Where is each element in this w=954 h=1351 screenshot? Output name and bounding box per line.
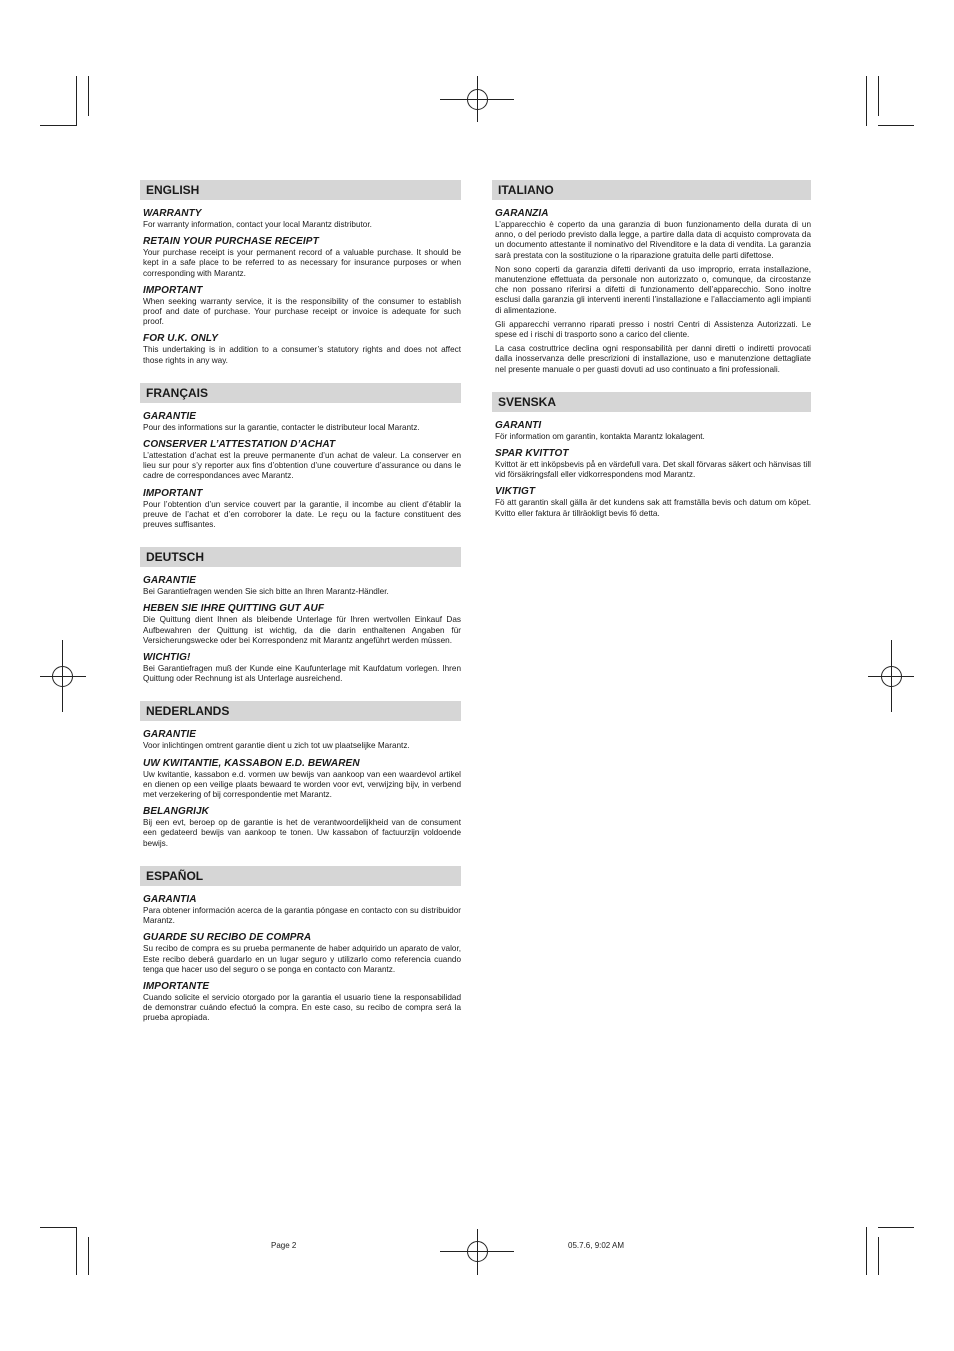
subsection-heading: GUARDE SU RECIBO DE COMPRA: [143, 932, 312, 944]
body-paragraph: La casa costruttrice declina ogni responsabilità per danni diretti o indiretti provocati dalla inosservanza delle prescrizioni di installazione, uso e manutenzione dettagliate nel presente manuale o per guasti dovuti ad uso continuato a fini professionali.: [495, 344, 811, 374]
subsection-heading: HEBEN SIE IHRE QUITTING GUT AUF: [143, 603, 325, 615]
right-column: [492, 180, 811, 536]
subsection-heading: IMPORTANTE: [143, 980, 210, 992]
subsection-heading: IMPORTANT: [143, 284, 203, 296]
section-title: SVENSKA: [492, 392, 811, 412]
subsection-heading: GARANTIE: [143, 410, 197, 422]
body-paragraph: L’apparecchio è coperto da una garanzia di buon funzionamento della durata di un anno, o del periodo previsto dalla legge, a partire dalla data di acquisto comprovata da un documento attestante il nominativo del Rivenditore e la data di vendita. La garanzia sarà prestata con la sostituzione o la riparazione gratuita delle parti difettose.: [495, 220, 811, 260]
section-svenska: [492, 392, 811, 519]
subsection-heading: IMPORTANT: [143, 487, 203, 499]
body-paragraph: Para obtener información acerca de la garantia póngase en contacto con su distribuidor Marantz.: [143, 905, 461, 926]
section-title: ITALIANO: [492, 180, 811, 200]
body-paragraph: Bij een evt, beroep op de garantie is het de verantwoordelijkheid van de consument een gedateerd bewijs van aankoop te tonen. Uw kassabon of factuurzijn voldoende bewijs.: [143, 818, 461, 848]
body-paragraph: When seeking warranty service, it is the responsibility of the consumer to establish proof and date of purchase. Your purchase receipt or invoice is adequate for such proof.: [143, 296, 461, 327]
subsection-heading: FOR U.K. ONLY: [143, 333, 219, 345]
body-paragraph: Voor inlichtingen omtrent garantie dient u zich tot uw plaatselijke Marantz.: [143, 741, 410, 751]
subsection-heading: SPAR KVITTOT: [495, 448, 569, 460]
body-paragraph: Die Quittung dient Ihnen als bleibende Unterlage für Ihren wertvollen Einkauf Das Aufbewahren der Quittung ist wichtig, da die darin enthaltenen Angaben für Versicherungswecke oder bei Korrespondenz mit Marantz angeführt werden müssen.: [143, 615, 461, 645]
subsection-heading: BELANGRIJK: [143, 806, 210, 818]
body-paragraph: Cuando solicite el servicio otorgado por la garantia el usuario tiene la responsabilidad de demonstrar cuándo efectuó la compra. En este caso, su recibo de compra será la prueba apropiada.: [143, 992, 461, 1023]
body-paragraph: För information om garantin, kontakta Marantz lokalagent.: [495, 431, 705, 441]
section-title: NEDERLANDS: [140, 701, 461, 721]
body-paragraph: Bei Garantiefragen wenden Sie sich bitte an Ihren Marantz-Händler.: [143, 587, 389, 597]
section-italiano: [492, 180, 811, 375]
body-paragraph: Uw kwitantie, kassabon e.d. vormen uw bewijs van aankoop van een waardevol artikel en dienen op een veilige plaats bewaard te worden voor evt, verwijzing bijv, in verbend met verzekering of bij correspondentie met Marantz.: [143, 769, 461, 800]
subsection-heading: GARANZIA: [495, 208, 549, 219]
subsection-heading: WICHTIG!: [143, 652, 191, 664]
body-paragraph: L’attestation d’achat est la preuve permanente d’un achat de valeur. La conserver en lieu sur pour s’y reporter aux fins d’obtention d’une couverture d’assurance ou dans le cadre de correspondances avec Marantz.: [143, 451, 461, 481]
section-english: [140, 180, 461, 366]
section-title: ESPAÑOL: [140, 866, 461, 886]
body-paragraph: Fö att garantin skall gälla är det kundens sak att framställa bevis och datum om köpet. Kvitto eller faktura är tillräokligt bevis fö detta.: [495, 498, 811, 518]
section-title: DEUTSCH: [140, 547, 461, 567]
section-deutsch: [140, 547, 461, 684]
subsection-heading: GARANTI: [495, 419, 542, 431]
section-espanol: [140, 866, 461, 1024]
section-title: ENGLISH: [140, 180, 461, 200]
body-paragraph: This undertaking is in addition to a consumer’s statutory rights and does not affect those rights in any way.: [143, 345, 461, 365]
left-column: [140, 180, 461, 1041]
section-nederlands: [140, 701, 461, 848]
body-paragraph: Non sono coperti da garanzia difetti derivanti da uso improprio, errata installazione, manutenzione effettuata da personale non autorizzato o, comunque, da circostanze che non possano riferirsi a difetti di funzionamento dell’apparecchio. Sono inoltre esclusi dalla garanzia gli interventi inerenti l’installazione e l’allacciamento agli impianti di alimentazione.: [495, 264, 811, 315]
subsection-heading: VIKTIGT: [495, 486, 536, 498]
section-francais: [140, 383, 461, 530]
section-title: FRANÇAIS: [140, 383, 461, 403]
body-paragraph: Bei Garantiefragen muß der Kunde eine Kaufunterlage mit Kaufdatum vorlegen. Ihren Quittung oder Rechnung ist als Unterlage ausreichend.: [143, 664, 461, 684]
subsection-heading: GARANTIE: [143, 575, 197, 587]
subsection-heading: UW KWITANTIE, KASSABON E.D. BEWAREN: [143, 757, 360, 769]
body-paragraph: For warranty information, contact your local Marantz distributor.: [143, 220, 372, 229]
print-timestamp: 05.7.6, 9:02 AM: [568, 1241, 625, 1250]
body-paragraph: Pour des informations sur la garantie, contacter le distributeur local Marantz.: [143, 422, 420, 432]
subsection-heading: RETAIN YOUR PURCHASE RECEIPT: [143, 236, 319, 248]
body-paragraph: Su recibo de compra es su prueba permanente de haber adquirido un aparato de valor, Este recibo deberá guardarlo en un lugar seguro y utilizarlo como referencia cuando tenga que hacer uso del seguro o se ponga en contacto con Marantz.: [143, 944, 461, 974]
body-paragraph: Pour l’obtention d’un service couvert par la garantie, il incombe au client d’établir la preuve de l’achat et d’en corroborer la date. Le reçu ou la facture constituent des preuves suffisantes.: [143, 499, 461, 530]
subsection-heading: GARANTIE: [143, 729, 197, 741]
subsection-heading: CONSERVER L’ATTESTATION D’ACHAT: [143, 439, 336, 451]
body-paragraph: Gli apparecchi verranno riparati presso i nostri Centri di Assistenza Autorizzati. Le spese ed i rischi di trasporto sono a carico del cliente.: [495, 319, 811, 340]
body-paragraph: Kvittot är ett inköpsbevis på en värdefull vara. Det skall förvaras säkert och hänvisas till vid försäkringsfall eller vidkorrespondens mod Marantz.: [495, 460, 811, 480]
subsection-heading: WARRANTY: [143, 208, 202, 219]
body-paragraph: Your purchase receipt is your permanent record of a valuable purchase. It should be kept in a safe place to be referred to as necessary for insurance purposes or when corresponding with Marantz.: [143, 248, 461, 278]
page-label: Page 2: [271, 1241, 297, 1250]
subsection-heading: GARANTIA: [143, 893, 197, 905]
